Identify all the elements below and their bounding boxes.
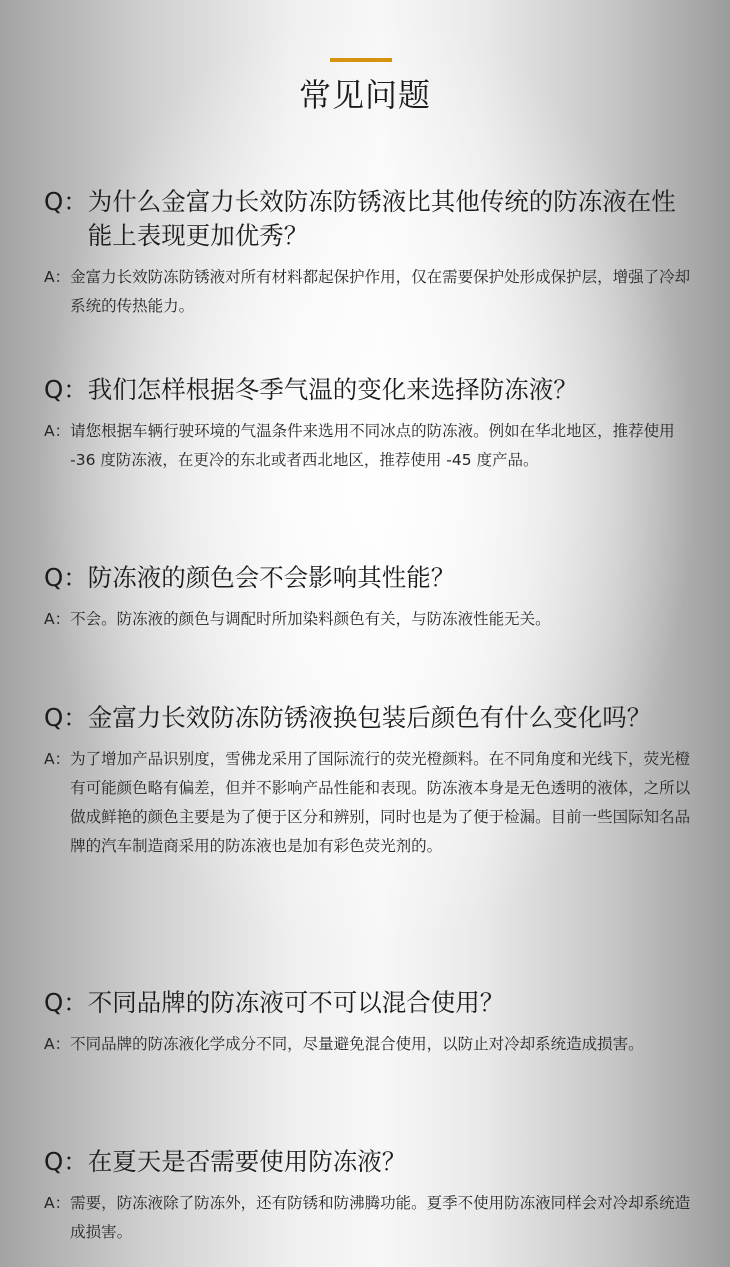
faq-question xyxy=(44,561,694,595)
answer-prefix: A： xyxy=(44,750,71,768)
answer-text: 为了增加产品识别度，雪佛龙采用了国际流行的荧光橙颜料。在不同角度和光线下，荧光橙有可能颜色略有偏差，但并不影响产品性能和表现。防冻液本身是无色透明的液体，之所以做成鲜艳的颜色主要是为了便于区分和辨别，同时也是为了便于检漏。目前一些国际知名品牌的汽车制造商采用的防冻液也是加有彩色荧光剂的。 xyxy=(70,750,691,855)
question-text: 金富力长效防冻防锈液换包装后颜色有什么变化吗？ xyxy=(87,703,652,732)
faq-item-3 xyxy=(44,561,694,634)
answer-text: 需要，防冻液除了防冻外，还有防锈和防沸腾功能。夏季不使用防冻液同样会对冷却系统造成损害。 xyxy=(70,1194,691,1241)
answer-prefix: A： xyxy=(44,422,71,440)
answer-text: 金富力长效防冻防锈液对所有材料都起保护作用，仅在需要保护处形成保护层，增强了冷却系统的传热能力。 xyxy=(70,268,691,315)
question-text: 我们怎样根据冬季气温的变化来选择防冻液？ xyxy=(87,375,578,404)
faq-answer xyxy=(44,1030,694,1059)
faq-answer xyxy=(44,745,694,861)
faq-question xyxy=(44,373,694,407)
faq-item-2 xyxy=(44,373,694,475)
faq-item-4 xyxy=(44,701,694,861)
question-prefix: Q： xyxy=(44,375,88,404)
faq-item-6 xyxy=(44,1145,694,1247)
faq-answer xyxy=(44,263,694,321)
faq-item-5 xyxy=(44,986,694,1059)
faq-answer xyxy=(44,605,694,634)
question-text: 防冻液的颜色会不会影响其性能？ xyxy=(87,563,456,592)
question-prefix: Q： xyxy=(44,187,88,216)
answer-text: 不同品牌的防冻液化学成分不同，尽量避免混合使用，以防止对冷却系统造成损害。 xyxy=(70,1035,644,1053)
faq-item-1 xyxy=(44,185,694,321)
answer-prefix: A： xyxy=(44,610,71,628)
faq-question xyxy=(44,1145,694,1179)
faq-question xyxy=(44,701,694,735)
title-accent-bar xyxy=(330,58,392,62)
answer-prefix: A： xyxy=(44,268,71,286)
answer-prefix: A： xyxy=(44,1035,71,1053)
answer-prefix: A： xyxy=(44,1194,71,1212)
faq-answer xyxy=(44,1189,694,1247)
question-prefix: Q： xyxy=(44,563,88,592)
question-text: 在夏天是否需要使用防冻液？ xyxy=(87,1147,407,1176)
faq-question xyxy=(44,185,694,253)
answer-text: 请您根据车辆行驶环境的气温条件来选用不同冰点的防冻液。例如在华北地区，推荐使用 -36 度防冻液，在更冷的东北或者西北地区，推荐使用 -45 度产品。 xyxy=(70,422,675,469)
question-prefix: Q： xyxy=(44,1147,88,1176)
question-prefix: Q： xyxy=(44,703,88,732)
question-prefix: Q： xyxy=(44,988,88,1017)
answer-text: 不会。防冻液的颜色与调配时所加染料颜色有关，与防冻液性能无关。 xyxy=(70,610,551,628)
page-title: 常见问题 xyxy=(298,76,431,114)
question-text: 为什么金富力长效防冻防锈液比其他传统的防冻液在性能上表现更加优秀？ xyxy=(87,187,676,250)
faq-question xyxy=(44,986,694,1020)
question-text: 不同品牌的防冻液可不可以混合使用？ xyxy=(87,988,505,1017)
faq-answer xyxy=(44,417,694,475)
